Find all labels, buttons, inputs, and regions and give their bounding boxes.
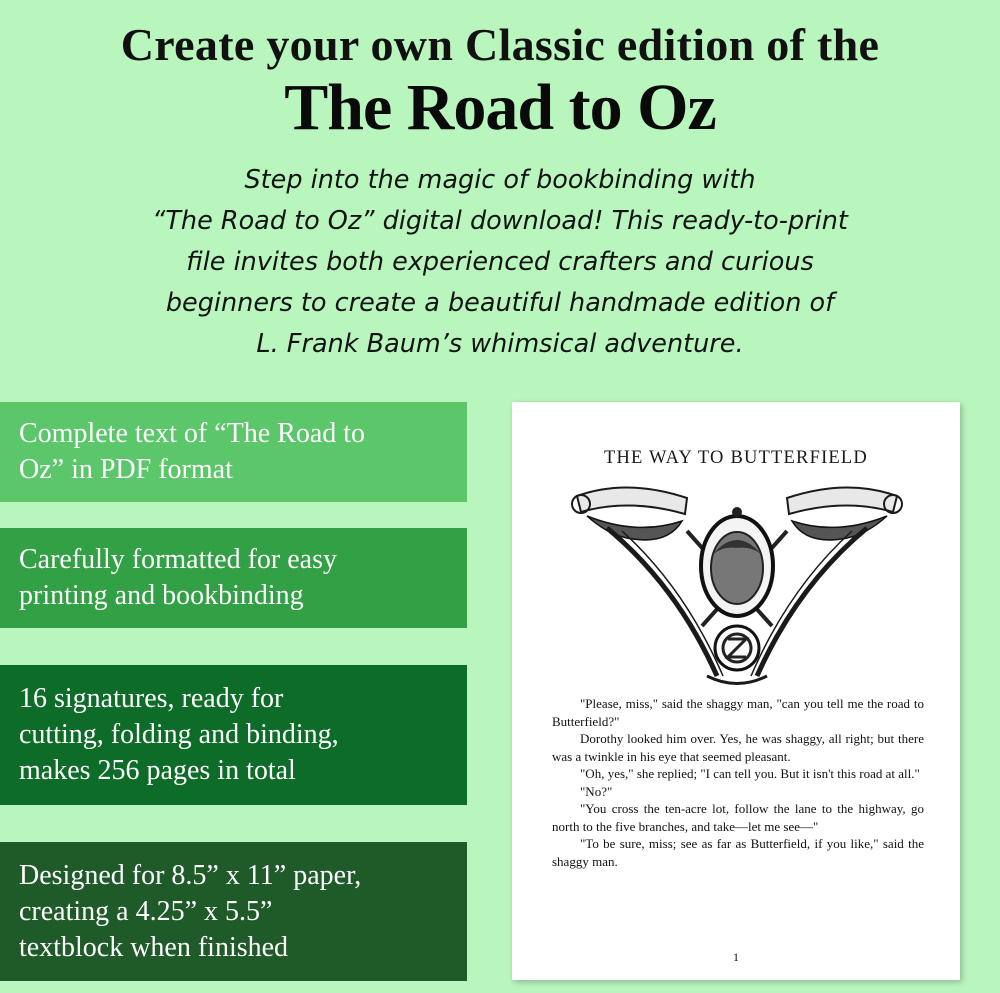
paragraph: "Oh, yes," she replied; "I can tell you. But it isn't this road at all." bbox=[580, 766, 920, 781]
headline: Create your own Classic edition of the bbox=[120, 19, 880, 70]
intro-line: file invites both experienced crafters and curious bbox=[186, 247, 814, 277]
intro-line: beginners to create a beautiful handmade edition of bbox=[165, 288, 835, 318]
feature-box-pdf bbox=[0, 402, 467, 502]
intro-line: Step into the magic of bookbinding with bbox=[244, 165, 756, 195]
bottom-flourish bbox=[707, 676, 767, 684]
paragraph: Dorothy looked him over. Yes, he was shaggy, all right; but there was a twinkle in his eye that seemed pleasant. bbox=[552, 731, 924, 764]
right-banner bbox=[787, 487, 897, 514]
intro-line: L. Frank Baum’s whimsical adventure. bbox=[256, 329, 744, 359]
chapter-title: THE WAY TO BUTTERFIELD bbox=[604, 448, 868, 468]
page-number: 1 bbox=[733, 950, 739, 964]
left-arm bbox=[607, 528, 717, 676]
feature-line: Designed for 8.5” x 11” paper, bbox=[19, 859, 362, 891]
feature-line: printing and bookbinding bbox=[19, 580, 304, 611]
chapter-illustration bbox=[567, 476, 907, 688]
feature-line: Oz” in PDF format bbox=[19, 454, 233, 485]
feature-box-formatting bbox=[0, 528, 467, 628]
feature-line: creating a 4.25” x 5.5” bbox=[19, 895, 273, 927]
feature-line: makes 256 pages in total bbox=[19, 755, 296, 786]
feature-box-signatures bbox=[0, 665, 467, 805]
right-arm bbox=[757, 528, 867, 676]
intro-text bbox=[60, 160, 940, 365]
feature-line: Complete text of “The Road to bbox=[19, 418, 366, 449]
feature-line: cutting, folding and binding, bbox=[19, 719, 339, 750]
intro-line: “The Road to Oz” digital download! This ready-to-print bbox=[152, 206, 848, 236]
page-body-text bbox=[552, 695, 924, 870]
paragraph: "You cross the ten-acre lot, follow the lane to the highway, go north to the five branches, and take—let me see—" bbox=[552, 801, 924, 834]
left-banner bbox=[577, 487, 687, 514]
feature-line: textblock when finished bbox=[19, 931, 289, 963]
sample-page bbox=[512, 402, 960, 980]
book-title: The Road to Oz bbox=[284, 71, 716, 144]
feature-line: Carefully formatted for easy bbox=[19, 544, 337, 575]
paragraph: "Please, miss," said the shaggy man, "can you tell me the road to Butterfield?" bbox=[552, 696, 924, 729]
feature-box-paper-size bbox=[0, 842, 467, 981]
left-foliage bbox=[587, 516, 682, 540]
paragraph: "No?" bbox=[580, 783, 613, 799]
right-foliage bbox=[792, 516, 887, 540]
feature-line: 16 signatures, ready for bbox=[19, 683, 284, 714]
paragraph: "To be sure, miss; see as far as Butterfield, if you like," said the shaggy man. bbox=[552, 836, 924, 869]
crown-ornament bbox=[732, 507, 742, 517]
